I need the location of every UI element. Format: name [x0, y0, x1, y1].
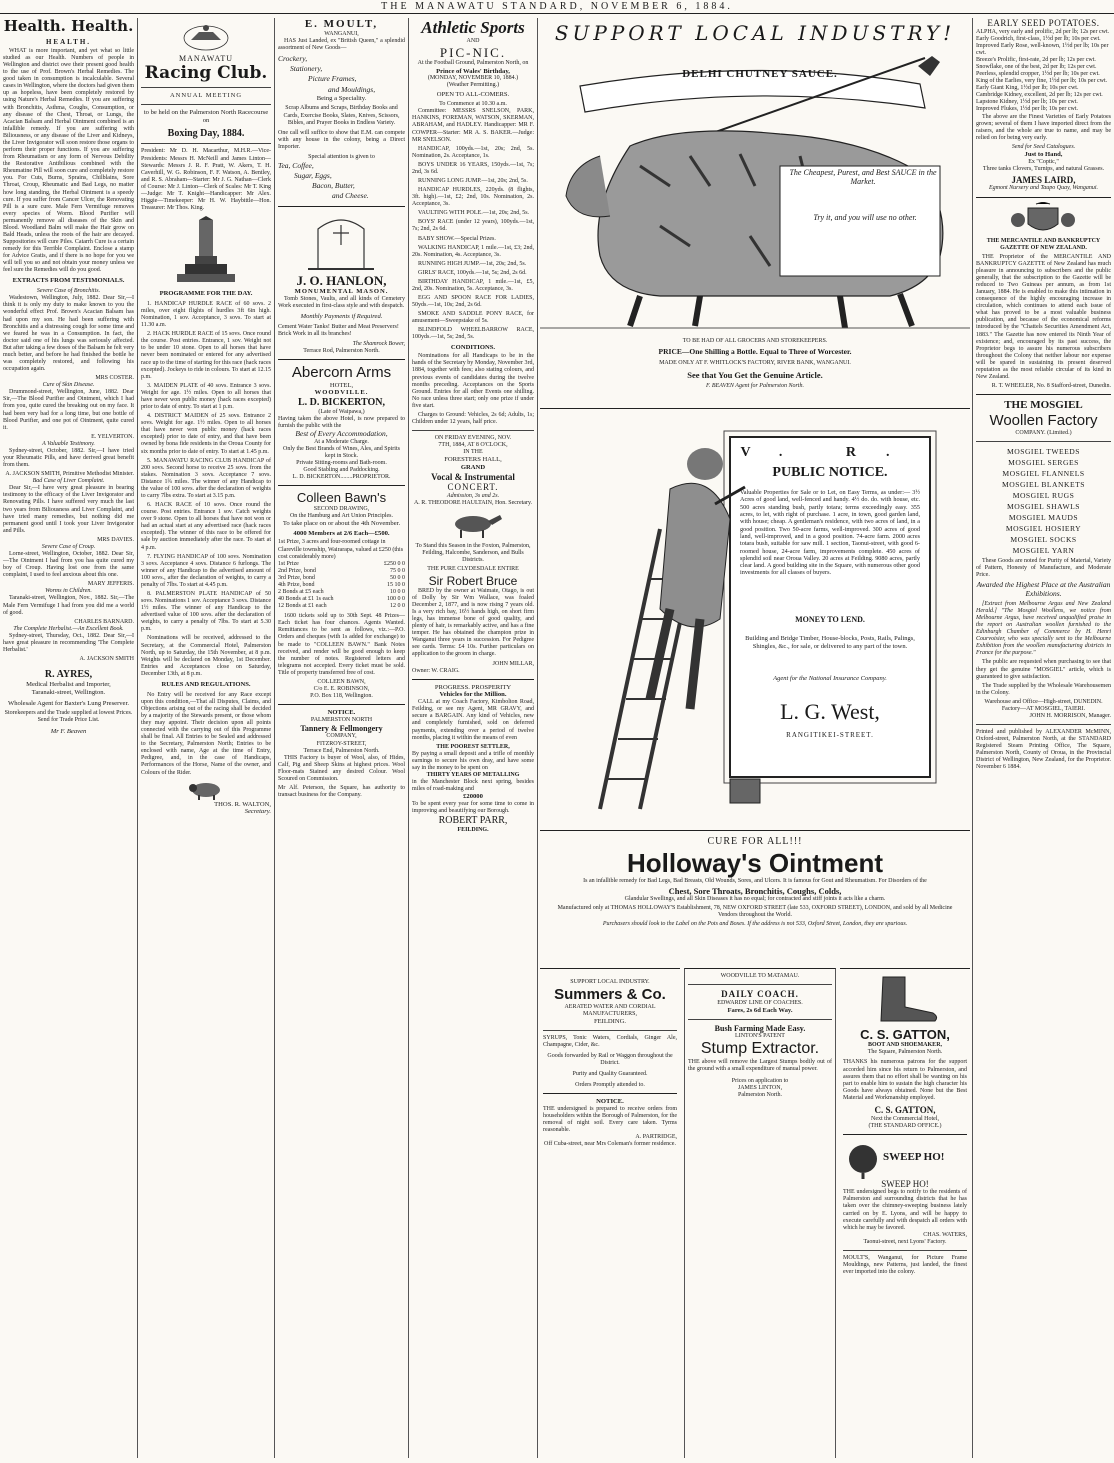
potato-item: Early Giant King, 1½d per lb; 10s per cwt.	[976, 85, 1079, 92]
column-rule	[537, 18, 538, 1458]
column-racing-club	[138, 18, 274, 1458]
mosgiel-item: MOSGIEL SOCKS	[1010, 534, 1077, 544]
potato-list	[976, 29, 1111, 114]
delhi-price: PRICE—One Shilling a Bottle. Equal to Three of Worcester.	[658, 346, 852, 356]
gatton-trade: BOOT AND SHOEMAKER,	[867, 1042, 943, 1049]
colleen-prize-text: 1st Prize, 3 acres and four-roomed cottage in Clareville township, Wairarapa, valued at £250 (this cost considerably more)	[278, 539, 404, 560]
delhi-banner: DELHI CHUTNEY SAUCE.	[682, 68, 838, 80]
colleen-addr-1: COLLEEN BAWN,	[317, 678, 366, 685]
racing-signoff: THOS. R. WALTON,	[214, 800, 271, 808]
mosgiel-manager: JOHN H. MORRISON, Manager.	[1029, 713, 1111, 720]
potato-item: Improved Flukes, 1½d per lb; 10s per cwt.	[976, 106, 1078, 113]
summers-support: SUPPORT LOCAL INDUSTRY.	[570, 979, 650, 985]
race-item: 8. PALMERSTON PLATE HANDICAP of 50 sovs. Nominations 1 sov. Acceptance 3 sovs. Distance 1½ miles. The winner of any Handicap to the advertised value of 100 sovs. after the declaration of weights, to carry a penalty of 7lbs. To start at 5.30 p.m.	[141, 590, 271, 633]
stallion-body: BRED by the owner at Waimate, Otago, is out of Dolly by Sir Wm Wallace, was foaled December 2, 1877, and is now rising 7 years old. Is a very rich bay, 16½ hands high, on short firm legs, has immense bone of good quality, and plenty of hair, is remarkably active, and has a fine temper. He has obtained the champion prize in Wanganui three years in succession. For Pedigree see cards. Terms: £4 10s. Further particulars on application to the groom in charge.	[412, 587, 534, 658]
concert-secretary: A. R. THEODORE HAULTAIN, Hon. Secretary.	[413, 500, 533, 507]
coach-route: WOODVILLE TO MATAMAU.	[720, 973, 800, 979]
concert-evening-1: ON FRIDAY EVENING, NOV.	[434, 435, 512, 442]
hanlon-addr: The Shamrock Bower,	[352, 340, 405, 347]
testimonial: A Valuable Testimony. Sydney-street, October, 1882. Sir,—I have tried your Rheumatic Pills, and have derived great benefit from them. A. JACKSON SMITH, Primitive Methodist Minister.	[3, 440, 134, 478]
moult-attention: Special attention is given to	[308, 153, 375, 160]
prize-row: 40 Bonds at £1 1s each 100 0 0	[278, 596, 405, 603]
health-intro: WHAT is more important, and yet what so little studied as our Health. Numbers of people in Wellington and district owe their present good health to the use of Prof. Brown's Herbal Remedies. The good taken in consumption is incalculable. Several cases in Wellington, where the doctors had given them up as hopeless, have been completely restored by using Nature's Herbal Remedies. If you are suffering with Bronchitis, Asthma, Coughs, Consumption, or any disease of the Chest, Throat, or Lungs, the Acacian Balsam and Herbal Ointment combined is an infallible remedy. If you are suffering with Biliousness, or any disease of the Liver and Kidneys, the Liver Invigorator will soon restore those organs to perform their proper functions. If you are suffering from Rheumatism or any form of Nervous Debility the Restorative Antibilious combined with the Rheumatine Pill will soon cure and completely restore you. For Cuts, Burns, Sprains, Chilblains, Sore Throat, Croup, Rheumatic and Bad Legs, no matter how long standing, the Herbal Ointment is a speedy cure. If you suffer from Cancer Ulcer, the Renovating Pill is a sure cure. Male Fern Vermifuge removes every species of Worm. Blood Purifier will permanently remove all diseases of the Skin and Blood. Woodland Balm will make the Hair grow on Bald Heads, unless the roots of the hair are decayed. Suppositories will cure Piles. Catarrh Cure is a certain remedy for this Terrible Complaint. Enclose a stamp for Advice Gratis, and if there is no hope for you we will tell you so and not obtain your money unless we feel sure the Remedies will do you good.	[3, 47, 134, 274]
stump-title: Stump Extractor.	[700, 1040, 820, 1058]
colleen-date: To take place on or about the 4th November.	[282, 519, 401, 527]
rules: No Entry will be received for any Race except upon this condition,—That all Disputes, Claims, and Objections arising out of the racing shall be decided by a majority of the Stewards present, or those whom they may appoint. Their decision upon all points connected with the carrying out of this Programme shall be final. All Entries to be Sealed and addressed to the Secretary, Palmerston North; Entries to be enclosed with name, Age at the time of Entry, Pedigree, and, in the case of Handicaps, Performances of the Horse, Name of the owner, and Colours of the Rider.	[141, 691, 271, 776]
potato-item: ALPHA, very early and prolific, 2d per lb; 12s per cwt.	[976, 28, 1110, 35]
stump-james: JAMES LINTON,	[737, 1085, 783, 1092]
officials: President: Mr D. H. Macarthur, M.H.R.—Vice-Presidents: Messrs H. McNeill and James Linton—Stewards: Messrs J. R. F. Pratt, W. Akers, T. H. Caverhill, W. G. Robinson, F. F. Watson, A. Bentley, and R. S. Abraham—Starter: Mr J. G. Nathan—Clerk of Course: Mr J. Linton—Clerk of Scales: Mr T. King—Judge: Mr T. Knight—Handicapper: Mr Alex. Higgie—Timekeeper: Mr H. W. Haybittle—Hon. Treasurer: Mr Thos. King.	[141, 148, 271, 212]
west-vr: V. R.	[740, 445, 920, 460]
delhi-cheapest: The Cheapest, Purest, and Best SAUCE in the Market.	[789, 168, 937, 187]
potato-item: Improved Early Rose, well-known, 1½d per lb; 10s per cwt.	[976, 42, 1109, 56]
concert-admission: Admission, 3s and 2s.	[446, 493, 500, 500]
horse-engraving	[412, 511, 534, 539]
ayres-name: R. AYRES,	[44, 669, 93, 681]
robert-feilding: FEILDING.	[457, 826, 489, 833]
potato-item: Lapstone Kidney, 1½d per lb; 10s per cwt.	[976, 99, 1078, 106]
sports-events	[412, 146, 534, 342]
stump-linton: LINTON'S PATENT	[735, 1032, 785, 1039]
potatoes-note: The above are the Finest Varieties of Early Potatoes grown; several of them I have imported direct from the raisers, and the whole are true to name, and may be relied on for being very early.	[976, 113, 1111, 141]
holloway-cure: CURE FOR ALL!!!	[707, 836, 803, 847]
laird-nursery: Egmont Nursery and Taupo Quay, Wanganui.	[988, 185, 1099, 192]
sheep-engraving	[141, 779, 271, 801]
racing-title-1: MANAWATU	[178, 54, 234, 63]
west-body: Valuable Properties for Sale or to Let, on Easy Terms, as under:— 3½ Acres of good land, well-fenced and handy. 4½ do. do. with house, etc. 500 acres standing bush, partly totara; terms exceedingly easy. 355 acres, to let, with right of purchase. 1 acre, in town, good garden land, with house; cheap. A gentleman's residence, with two acres of land, in a good position. Two 50-acre farms, well-improved. 300 acres of good land, well-improved, and in a good position. 74-acre farm. 2000 acres totara bush, suitable for saw mill. 1 section, Taonui-street, with good 6-roomed house, 24-acre farm, improvements complete. 450 acres of splendid soil near Oroua Valley. 20 acres at Feilding. 9080 acres, partly clear land. A good building site in the Square, with numerous other good investments for all classes of buyers.	[740, 489, 920, 577]
prize-row: 4th Prize, bond 15 10 0	[278, 581, 405, 588]
moult-body: HAS Just Landed, ex "British Queen," a splendid assortment of New Goods—	[278, 38, 405, 52]
holloway-warn: Purchasers should look to the Label on the Pots and Boxes. If the address is not 533, Oxford Street, London, they are spurious.	[602, 920, 908, 927]
summers-body: SYRUPS, Tonic Waters, Cordials, Ginger Ale, Champagne, Cider, &c.	[543, 1034, 677, 1048]
rules-head: RULES AND REGULATIONS.	[161, 680, 251, 688]
tannery-street: FITZROY-STREET,	[316, 740, 367, 747]
abercorn-place: WOODVILLE.	[314, 389, 369, 397]
mosgiel-public: The public are requested when purchasing to see that they get the genuine "MOSGIEL" article, which is guaranteed to give satisfaction.	[976, 659, 1111, 680]
colleen-title: Colleen Bawn's	[296, 490, 387, 506]
event-item: WALKING HANDICAP, 1 mile.—1st, £3; 2nd, 20s. Nomination, 4s. Acceptance, 3s.	[412, 244, 534, 258]
delhi-had: TO BE HAD OF ALL GROCERS AND STOREKEEPERS.	[682, 337, 828, 344]
summers-name: Summers & Co.	[554, 986, 666, 1004]
race-item: 2. HACK HURDLE RACE of 15 sovs. Once round the course. Post entries. Entrance, 1 sov. Weight not to be under 10 stone. Open to all horses that have never been nominated or entered for any advertised race up to the time of starting for this race (hack races excepted). Jockeys to ride in colours. To start at 12.15 p.m.	[141, 331, 271, 380]
west-name: L. G. West,	[780, 699, 880, 724]
colleen-principle: On the Hamburg and Art Union Principles.	[289, 512, 394, 519]
gatton-sweep-ad	[840, 968, 970, 1458]
racing-signrole: Secretary.	[244, 808, 271, 816]
conditions: Nominations for all Handicaps to be in the hands of the Secretary by Monday, November 3rd, 1884, together with fees; also stating colours, and previous events of candidates during the twelve months preceding. Acceptances on the Sports Ground. Entries for all other Events one shilling. No race unless three start; only one prize if under five start.	[412, 353, 534, 409]
mosgiel-item: MOSGIEL TWEEDS	[1006, 446, 1081, 456]
event-item: EGG AND SPOON RACE FOR LADIES, 50yds.—1st, 10s; 2nd, 2s 6d.	[412, 295, 534, 309]
race-list	[141, 301, 271, 634]
gatton-body: THANKS his numerous patrons for the support accorded him since his return to Palmerston, and assures them that no effort shall be wanting on his part to enable him to sustain the high character his Goods have always obtained. None but the Best Material and Workmanship employed.	[843, 1059, 967, 1101]
sports-where: At the Football Ground, Palmerston North, on	[417, 60, 529, 67]
colleen-sub: SECOND DRAWING,	[313, 505, 370, 512]
vehicles-body: CALL at my Coach Factory, Kimbolton Road, Feilding, or see my Agent, MR GRAVY, and secure a BARGAIN. Any kind of Vehicles, new and completely furnished, sold on deferred payments, extending over a period of twelve months, placing it within the means of even	[412, 699, 534, 741]
testimonial: Cure of Skin Disease. Drummond-street, Wellington, June, 1882. Dear Sir,—The Blood Purifier and Ointment, which I had from you, quite cured the breaking out on my face. It had been very bad for a long time, but one bottle of Blood Purifier, and one pot of Ointment, quite cured it. E. YELVERTON.	[3, 382, 134, 440]
sports-picnic: PIC-NIC.	[439, 45, 507, 61]
meeting-date: Boxing Day, 1884.	[167, 127, 245, 139]
mosgiel-item: MOSGIEL BLANKETS	[1001, 479, 1086, 489]
tannery-place: PALMERSTON NORTH	[310, 716, 373, 723]
vehicles-poorest: THE POOREST SETTLER,	[436, 743, 510, 750]
tannery-terrace: Terrace End, Palmerston North.	[303, 747, 380, 754]
hanlon-street: Terrace Rod, Palmerston North.	[303, 347, 380, 354]
stallion-name: Sir Robert Bruce	[428, 573, 518, 588]
coach-daily: DAILY COACH.	[721, 989, 799, 1000]
testimonial: Severe Case of Croup. Lorne-street, Wellington, October, 1882. Dear Sir,—The Ointment I had from you has quite cured my boy of Croup. Having lost one from the same complaint, I used to feel anxious about this one. MARY JEFFERIS.	[3, 543, 134, 588]
sweep-addr: Taonui-street, next Lyons' Factory.	[863, 1238, 947, 1245]
column-athletic-sports	[409, 18, 537, 1458]
sweep-sign: CHAS. WATERS,	[923, 1231, 967, 1238]
column-moult-hanlon	[275, 18, 408, 1458]
gatton-addr: The Square, Palmerston North.	[867, 1049, 943, 1056]
stallion-pure: THE PURE CLYDESDALE ENTIRE	[427, 566, 519, 573]
hanlon-body: Tomb Stones, Vaults, and all kinds of Cemetery Work executed in first-class style and with despatch.	[278, 295, 405, 309]
colleen-prize-table	[278, 561, 405, 611]
event-item: BOYS' RACE (under 12 years), 100yds.—1st, 7s; 2nd, 2s 6d.	[412, 219, 534, 233]
health-title: Health. Health.	[3, 18, 134, 35]
programme-head: PROGRAMME FOR THE DAY.	[159, 290, 253, 298]
holloway-body-2: Glandular Swellings, and all Skin Diseases it has no equal; for contracted and stiff joints it acts like a charm.	[624, 895, 886, 902]
delhi-headline: SUPPORT LOCAL INDUSTRY!	[554, 21, 956, 45]
monument-engraving	[141, 216, 271, 286]
testimonial: The Complete Herbalist.—An Excellent Book. Sydney-street, Thursday, Oct., 1882. Dear Sir,—I have great pleasure in recommending 'The Complete Herbalist.' A. JACKSON SMITH	[3, 625, 134, 663]
concert-evening-2: 7TH, 1884, AT 8 O'CLOCK,	[438, 442, 508, 449]
testimonials-head: EXTRACTS FROM TESTIMONIALS.	[12, 277, 125, 285]
testimonial-list	[3, 288, 134, 663]
west-street: RANGITIKEI-STREET.	[786, 731, 874, 739]
mosgiel-item: MOSGIEL RUGS	[1012, 490, 1075, 500]
event-item: VAULTING WITH POLE.—1st, 20s; 2nd, 5s.	[418, 210, 530, 217]
event-item: BOYS UNDER 16 YEARS, 150yds.—1st, 7s; 2nd, 3s 6d.	[412, 161, 534, 175]
potato-item: King of the Earlies, very fine, 1½d per lb; 10s per cwt.	[976, 78, 1108, 85]
hanlon-more: Cement Water Tanks! Butter and Meat Preservers! Brick Work in all its branches!	[278, 323, 399, 337]
gatton-next: Next the Commercial Hotel,	[871, 1115, 939, 1122]
tannery-notice-head: NOTICE.	[327, 709, 356, 717]
tannery-sign: Mr Alf. Peterson, the Square, has authority to transact business for the Company.	[278, 784, 405, 799]
sweep-engraving	[843, 1139, 967, 1179]
event-item: RUNNING HIGH JUMP.—1st, 20s; 2nd, 5s.	[418, 260, 527, 267]
summers-trade: AERATED WATER AND CORDIAL MANUFACTURERS,	[564, 1003, 656, 1017]
prize-row: 2nd Prize, bond 75 0 0	[278, 567, 405, 574]
abercorn-charge: At a Moderate Charge.	[314, 438, 369, 445]
mosgiel-warehouse: Warehouse and Office—High-street, DUNEDIN.	[984, 698, 1103, 705]
abercorn-stable: Good Stabling and Paddocking.	[303, 467, 380, 474]
tiger-engraving	[540, 46, 970, 336]
potato-item: Cambridge Kidney, excellent, 2d per lb; 12s per cwt.	[976, 92, 1103, 99]
vehicles-twenty: £20000	[463, 793, 483, 801]
concert-title-1: Vocal & Instrumental	[431, 471, 515, 482]
race-item: 7. FLYING HANDICAP of 100 sovs. Nomination 3 sovs. Acceptance 4 sovs. Distance 6 furlongs. The winner of any Handicap to the advertised amount of 100 sovs., after the declaration of weights, to carry a penalty of 7lbs. To start at 4.45 p.m.	[141, 553, 271, 588]
west-public-notice-ad	[540, 408, 970, 828]
abercorn-owner: L. D. BICKERTON,	[298, 397, 385, 409]
nominations: Nominations will be received, addressed to the Secretary, at the Commercial Hotel, Palmerston North, up to Saturday, the 15th November, at 8 p.m. Weights will be declared on Monday, 1st December. Entries and Acceptances close on Saturday, December 13th, at 8 p.m.	[141, 635, 271, 677]
moult-speciality: Being a Speciality.	[316, 94, 367, 102]
moult-call: One call will suffice to show that E.M. can compete with any house in the colony, being a Direct Importer.	[278, 129, 405, 150]
potatoes-head: EARLY SEED POTATOES.	[987, 18, 1100, 28]
meeting-venue: to be held on the Palmerston North Racecourse on	[143, 109, 269, 124]
vehicles-thirty: THIRTY YEARS OF METALLING	[426, 771, 520, 778]
boot-engraving	[843, 971, 967, 1027]
sweep-sub: SWEEP HO!	[881, 1178, 929, 1189]
vehicles-spent: To be spent every year for some time to come in improving and beautifying our Borough.	[412, 800, 534, 815]
mosgiel-item: MOSGIEL YARN	[1012, 545, 1075, 555]
coat-of-arms	[976, 202, 1111, 238]
race-item: 5. MANAWATU RACING CLUB HANDICAP of 200 sovs. Second horse to receive 25 sovs. from the stakes. Nomination 3 sovs. Acceptance 7 sovs. Distance 1¾ miles. The winner of any Handicap to the value of 100 sovs. after the declaration of weights to carry 7lbs extra. To start at 3.15 p.m.	[141, 457, 271, 499]
event-item: BLINDFOLD WHEELBARROW RACE, 100yds.—1st, 5s; 2nd, 5s.	[412, 327, 534, 341]
gazette-body: THE Proprietor of the MERCANTILE AND BANKRUPTCY GAZETTE of New Zealand has much pleasure in announcing to subscribers and the public generally, that the subscription to the Gazette will be reduced to Two Guineas per annum, as from 1st January, 1884. He is enabled to make this intimation in consequence of the highly encouraging increase in circulation, which continues to attend each issue of what has proved to be a most valuable business publication, and because of the economical reforms introduced by the "Chattels Securities Amendment Act, 1883." The Gazette has now entered its Ninth Year of existence; and, encouraged by its past success, the Proprietor begs to assure his numerous subscribers throughout the Colony that neither labour nor expense will be spared in sustaining its present deserved reputation as the most reliable circular of its kind in New Zealand.	[976, 253, 1111, 381]
laird-name: JAMES LAIRD,	[1011, 174, 1076, 185]
coach-stump-ad	[684, 968, 836, 1458]
mosgiel-trade: The Trade supplied by the Wholesale Warehousemen in the Colony.	[976, 682, 1111, 696]
imprint: Printed and published by ALEXANDER McMINN, Oxford-street, Palmerston North, at the STANDARD Registered Steam Printing Office, The Square, Palmerston North, County of Oroua, in the Provincial District of Wellington, New Zealand, for the Proprietor. November 6 1884.	[976, 729, 1111, 771]
gatton-name: C. S. GATTON,	[860, 1027, 950, 1042]
west-notice: PUBLIC NOTICE.	[772, 465, 888, 480]
colleen-addr-3: P.O. Box 118, Wellington.	[310, 693, 373, 700]
sports-start: To Commence at 10.30 a.m.	[439, 101, 507, 108]
event-item: BABY SHOW.—Special Prizes.	[418, 235, 496, 242]
delhi-genuine: See that You Get the Genuine Article.	[687, 369, 823, 380]
tannery-body: THIS Factory is buyer of Wool, also, of Hides, Calf, Pig and Sheep Skins at highest prices. Wool Floor-mats Stained any desired Colour. Wool Scoured on Commission.	[278, 754, 405, 782]
prize-row: 1st Prize £250 0 0	[278, 560, 405, 567]
delhi-try: Try it, and you will use no other.	[813, 213, 917, 222]
potato-item: Peerless, splendid cropper, 1½d per lb; 10s per cwt.	[976, 71, 1100, 78]
moult-name: E. MOULT,	[304, 18, 379, 30]
mosgiel-items	[976, 446, 1111, 556]
mosgiel-item: MOSGIEL SHAWLS	[1007, 501, 1080, 511]
mosgiel-item: MOSGIEL SERGES	[1008, 457, 1079, 467]
potatoes-catalogue: Send for Seed Catalogues.	[1011, 143, 1076, 150]
coach-edwards: EDWARDS' LINE OF COACHES.	[717, 999, 803, 1006]
vehicles-more: By paying a small deposit and a trifle of monthly earnings to secure his own dray, and have some say in the money to be spent on	[412, 750, 534, 771]
holloway-body-1: Is an infallible remedy for Bad Legs, Bad Breasts, Old Wounds, Sores, and Ulcers. It is famous for Gout and Rheumatism. For Disorders of the	[583, 878, 927, 885]
concert-grand: GRAND	[460, 464, 486, 472]
summers-town: FEILDING.	[593, 1017, 627, 1025]
sports-date: (MONDAY, NOVEMBER 10, 1884.)	[427, 75, 519, 82]
potatoes-ex: Ex "Coptic,"	[1028, 158, 1059, 165]
potatoes-clovers: Three tanks Clovers, Turnips, and natural Grasses.	[982, 165, 1105, 172]
holloway-made: Manufactured only at THOMAS HOLLOWAY'S Establishment, 78, NEW OXFORD STREET (late 533, OXFORD STREET), LONDON, and sold by all Medicine Vendors throughout the World.	[557, 904, 953, 918]
abercorn-accom: Best of Every Accommodation,	[295, 429, 388, 439]
hanlon-name: J. O. HANLON,	[296, 272, 387, 288]
health-subtitle: HEALTH.	[45, 37, 92, 46]
mosgiel-item: MOSGIEL MAUDS	[1008, 512, 1079, 522]
sports-title: Athletic Sports	[421, 18, 525, 37]
mosgiel-woollen: Woollen Factory	[989, 412, 1098, 430]
event-item: RUNNING LONG JUMP.—1st, 20s; 2nd, 5s.	[418, 178, 528, 184]
nightsoil-notice: NOTICE.	[596, 1098, 624, 1106]
masthead: THE MANAWATU STANDARD, NOVEMBER 6, 1884.	[0, 0, 1114, 14]
vehicles-end: in the Manchester Block next spring, besides miles of road-making and	[412, 779, 534, 793]
delhi-agent: F. BEAVEN Agent for Palmerston North.	[706, 382, 804, 389]
concert-hall: FORESTERS HALL,	[444, 456, 502, 464]
ayres-signature: Mr F. Beaven	[50, 728, 87, 736]
sports-weather: (Weather Permitting.)	[446, 82, 500, 89]
ayres-agent: Wholesale Agent for Baxter's Lung Preserver.	[8, 699, 129, 707]
prize-row: 2 Bonds at £5 each 10 0 0	[278, 588, 405, 595]
stallion-owner: JOHN MILLAR,	[492, 660, 534, 667]
west-money: MONEY TO LEND.	[795, 615, 865, 624]
holloway-chest: Chest, Sore Throats, Bronchitis, Coughs, Colds,	[668, 885, 842, 896]
mosgiel-item: MOSGIEL HOSIERY	[1005, 523, 1082, 533]
west-timber: Building and Bridge Timber, House-blocks, Posts, Rails, Palings, Shingles, &c., for sale, or delivered to any part of the town.	[745, 635, 915, 650]
mosgiel-factory: Factory—AT MOSGIEL, TAIERI.	[1001, 705, 1086, 712]
mosgiel-note: These Goods are noted for Purity of Material, Variety of Pattern, Honesty of Manufacture, and Moderate Price.	[976, 557, 1111, 579]
mosgiel-awarded: Awarded the Highest Place at the Australian Exhibitions.	[976, 580, 1111, 598]
abercorn-body: Having taken the above Hotel, is now prepared to furnish the public with the	[278, 415, 405, 430]
ayres-address: Taranaki-street, Wellington.	[31, 688, 106, 696]
summers-ad	[540, 968, 680, 1458]
potato-item: Early Goodrich, first-class, 1½d per lb; 10s per cwt.	[976, 35, 1101, 42]
prize-row: 12 Bonds at £1 each 12 0 0	[278, 603, 405, 610]
moult-tea: Tea, Coffee, Sugar, Eggs, Bacon, Butter, and Cheese.	[278, 161, 369, 201]
gatton-name-2: C. S. GATTON,	[874, 1104, 936, 1115]
stump-prices: Prices on application to	[731, 1078, 789, 1085]
tannery-name: Tannery & Fellmongery	[300, 723, 383, 733]
sports-open: OPEN TO ALL-COMERS.	[436, 91, 510, 99]
robert-parr: ROBERT PARR,	[438, 815, 508, 827]
column-seeds-mosgiel	[973, 18, 1114, 1458]
colleen-body: 1600 tickets sold up to 30th Sept. 48 Prizes—Each ticket has four chances. Agents Wanted. Remittances to be sent as follows, viz.:—P.O. Orders and cheques (with 1s added for exchange) to be made to "COLLEEN BAWN." Bank Notes received, and render will be good enough to keep the number of notes. Registered letters and telegrams not accepted. Every ticket must be sold. Title of property transferred free of cost.	[278, 613, 405, 676]
ayres-role: Medical Herbalist and Importer,	[26, 680, 111, 688]
sweep-title: SWEEP HO!	[883, 1150, 945, 1163]
gatton-standard: (THE STANDARD OFFICE.)	[868, 1122, 942, 1129]
race-item: 4. DISTRICT MAIDEN of 25 sovs. Entrance 2 sovs. Weight for age. 1½ miles. Open to all horses that have never won public money (hack races excepted) prior to date of entry, and that have been owned by bona fide residents in the Oroua County for six months prior to date of entry. To start at 1.45 p.m.	[141, 413, 271, 455]
west-insurance: Agent for the National Insurance Company.	[773, 675, 887, 682]
moult-more: Scrap Albums and Scraps, Birthday Books and Cards, Exercise Books, Slates, Knives, Scissors, Bibles, and Prayer Books in Endless Variety.	[283, 105, 400, 126]
charges: Charges to Ground: Vehicles, 2s 6d; Adults, 1s; Children under 12 years, half price.	[412, 411, 534, 426]
ayres-note: Storekeepers and the Trade supplied at lowest Prices. Send for Trade Price List.	[4, 710, 133, 724]
mosgiel-company: COMPANY. (Limited.)	[1015, 429, 1072, 436]
stallion-stand: To Stand this Season in the Foxton, Palmerston, Feilding, Halcombe, Sanderson, and Bulls Districts.	[415, 543, 531, 564]
event-item: BIRTHDAY HANDICAP, 1 mile.—1st, £5, 2nd, 20s. Nomination, 5s. Acceptance, 3s.	[412, 278, 534, 293]
stallion-groom: Owner: W. CRAIG.	[412, 667, 460, 674]
stump-addr: Palmerston North.	[738, 1092, 782, 1099]
nightsoil-sign: A. PARTRIDGE,	[635, 1134, 677, 1141]
stump-body: THE above will remove the Largest Stumps bodily out of the ground with a small expenditure of manual power.	[688, 1058, 832, 1072]
summers-orders: Orders Promptly attended to.	[575, 1082, 645, 1089]
vehicles-head: Vehicles for the Million.	[439, 691, 507, 699]
colleen-members: 4000 Members at 2/6 Each—£500.	[293, 529, 390, 537]
abercorn-title: Abercorn Arms	[291, 363, 392, 381]
race-item: 1. HANDICAP HURDLE RACE of 60 sovs. 2 miles, over eight flights of hurdles 3ft 6in high. Nomination, 1 sov. Acceptance, 3 sovs. To start at 11.30 a.m.	[141, 300, 271, 329]
sports-and: AND	[466, 38, 480, 45]
coach-fares: Fares, 2s 6d Each Way.	[727, 1006, 793, 1014]
holloway-ad	[540, 830, 970, 966]
mosgiel-extract: [Extract from Melbourne Argus and New Zealand Herald.] "The Mosgiel Woollens, we notice from Melbourne Argus, have received unqualified praise in the report on Australian woollen furnished to the Edinburgh Chamber of Commerce by H. Henri Courvoisier, who was specially sent to the Melbourne Exhibition from the woollen manufacturing districts in France for the purpose."	[976, 600, 1111, 657]
gazette-sign: R. T. WHEELER, No. 8 Stafford-street, Dunedin.	[991, 383, 1111, 390]
nightsoil-body: THE undersigned is prepared to receive orders from householders within the Borough of Palmerston, for the removal of night soil. Every care taken. Tyrms reasonable.	[543, 1105, 677, 1134]
potato-item: Breeze's Prolific, first-rate, 2d per lb; 12s per cwt.	[976, 56, 1096, 63]
abercorn-sign: L. D. BICKERTON........PROPRIETOR.	[292, 474, 391, 481]
event-item: SMOKE AND SADDLE PONY RACE, for amusement—Sweepstake of 5s.	[412, 311, 534, 325]
racing-club-crest	[141, 18, 271, 54]
abercorn-wines: Only the Best Brands of Wines, Ales, and Spirits kept in Stock.	[283, 446, 400, 460]
summers-goods: Goods forwarded by Rail or Waggon throughout the District.	[547, 1052, 673, 1066]
sports-committee: Committee: MESSRS SNELSON, PARK, HANKINS, FOREMAN, WATSON, SKERMAN, ABRAHAM, and HADLEY. Handicapper: MR F. COWPER—Starter: MR A. S. BAKER.—Judge: MR SNELSON.	[412, 108, 534, 143]
racing-title-2: Racing Club.	[144, 63, 268, 84]
conditions-head: CONDITIONS.	[450, 343, 496, 351]
potatoes-landed: Just to Hand,	[1024, 150, 1063, 158]
stump-bush: Bush Farming Made Easy.	[714, 1023, 806, 1033]
moult-goods: Crockery, Stationery, Picture Frames, and Mouldings,	[278, 54, 376, 94]
mosgiel-item: MOSGIEL FLANNELS	[1002, 468, 1085, 478]
testimonial: Worms in Children. Taranaki-street, Wellington, Nov., 1882. Sir,—The Male Fern Vermifuge I had from you did me a world of good. CHARLES BARNARD.	[3, 588, 134, 625]
hanlon-trade: MONUMENTAL MASON.	[294, 287, 389, 295]
moult-town: WANGANUI,	[324, 30, 359, 37]
testimonial: Severe Case of Bronchitis. Wadestown, Wellington, July, 1882. Dear Sir,—I think it is only my duty to make known to you the wonderful effect Prof. Brown's Acacian Balsam has had upon my son. He had been suffering with Bronchitis and a distressing cough for some time and we feared he was in a Consumption. In fact, the doctor said one of his lungs was seriously affected. But after taking a few doses of the Balsam he felt very much better, and before he had finished the bottle he was completely restored, and following his occupation again. MRS COSTER.	[3, 288, 134, 382]
holloway-title: Holloway's Ointment	[626, 847, 884, 878]
delhi-chutney-ad	[540, 18, 970, 404]
race-item: 6. HACK RACE of 10 sovs. Once round the course. Post entries. Entrance 1 sov. Catch weights over 9 stone. Open to all horses that have not won or had an actual start at any advertised race (hack races excepted). The winner of this race to be offered for sale by auction immediately after the race. To start at 4 p.m.	[141, 502, 271, 551]
annual-meeting: ANNUAL MEETING	[169, 92, 243, 100]
event-item: HANDICAP, 100yds.—1st, 20s; 2nd, 5s. Nomination, 2s. Acceptance, 1s.	[412, 145, 534, 159]
mosgiel-the: THE MOSGIEL	[1004, 399, 1083, 412]
moults-body: MOULT'S, Wanganui, for Picture Frame Mouldings, new Patterns, just landed, the finest ever imported into the colony.	[843, 1254, 967, 1276]
abercorn-late: (Late of Waipawa,)	[318, 408, 365, 415]
potato-item: Snowflake, one of the best, 2d per lb; 12s per cwt.	[976, 64, 1097, 70]
gazette-head: THE MERCANTILE AND BANKRUPTCY GAZETTE OF NEW ZEALAND.	[986, 237, 1101, 251]
hanlon-payment: Monthly Payments if Required.	[300, 312, 383, 320]
event-item: GIRLS' RACE, 100yds.—1st, 5s; 2nd, 2s 6d.	[418, 269, 527, 276]
tannery-company: COMPANY,	[326, 733, 357, 740]
delhi-made: MADE ONLY AT F. WHITLOCK'S FACTORY, RIVER BANK, WANGANUI.	[659, 359, 851, 366]
event-item: HANDICAP HURDLES, 220yds. (8 flights, 3ft. high).—1st, £2; 2nd, 10s. Nomination, 2s. Acceptance, 3s.	[412, 187, 534, 208]
sweep-body: THE undersigned begs to notify to the residents of Palmerston and surrounding districts that he has taken over the chimney-sweeping business lately carried on by E. Lyons, and will be happy to execute carefully and with despatch all orders with which he may be favored.	[843, 1189, 967, 1231]
sports-day: Prince of Wales' Birthday,	[436, 67, 510, 75]
race-item: 3. MAIDEN PLATE of 40 sovs. Entrance 3 sovs. Weight for age. 1½ miles. Open to all horses that have never won public money (hack races excepted) prior to date of entry. To start at 1 p.m.	[141, 382, 271, 411]
abercorn-rooms: Private Sitting-rooms and Bath-room.	[296, 460, 387, 467]
concert-evening-3: IN THE	[463, 449, 483, 456]
column-health	[0, 18, 137, 1458]
testimonial: Bad Case of Liver Complaint. Dear Sir,—I have very great pleasure in bearing testimony to the efficacy of the Liver Invigorator and Renovating Pills. I have suffered very much the last two years from Biliousness and Liver Complaint, and have tried many remedies, but nothing did me permanent good until I took your Liver Invigorator and Pills. MRS DAVIES.	[3, 478, 134, 543]
prize-row: 3rd Prize, bond 50 0 0	[278, 574, 405, 581]
abercorn-hotel: HOTEL,	[329, 381, 354, 389]
summers-purity: Purity and Quality Guaranteed.	[572, 1071, 648, 1077]
progress-head: PROGRESS. PROSPERITY	[434, 683, 512, 691]
gravestone-engraving	[278, 211, 405, 273]
nightsoil-addr: Off Cuba-street, near Mrs Coleman's former residence.	[544, 1141, 676, 1148]
concert-title-2: CONCERT.	[447, 482, 499, 493]
colleen-addr-2: C/o E. E. ROBINSON,	[313, 685, 370, 692]
